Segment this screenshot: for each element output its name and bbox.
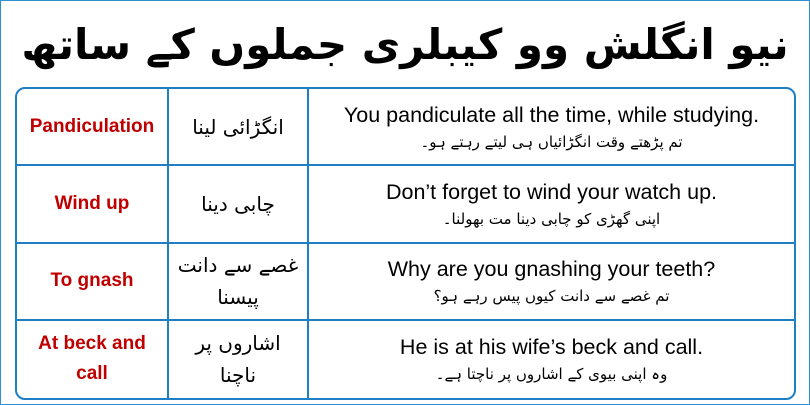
english-word: At beck and call [17, 321, 169, 398]
urdu-meaning: غصے سے دانت پیسنا [169, 244, 309, 319]
english-word: To gnash [17, 244, 169, 319]
urdu-sentence: تم پڑھتے وقت انگڑائیاں ہی لیتے رہتے ہو۔ [420, 132, 683, 151]
vocabulary-table [15, 87, 796, 400]
table-row [17, 89, 794, 166]
example-sentences [309, 89, 794, 164]
table-row [17, 166, 794, 243]
urdu-sentence: تم غصے سے دانت کیوں پیس رہے ہو؟ [433, 287, 670, 306]
english-sentence: Why are you gnashing your teeth? [387, 257, 716, 282]
urdu-sentence: اپنی گھڑی کو چابی دینا مت بھولنا۔ [442, 209, 661, 228]
english-sentence: He is at his wife’s beck and call. [399, 335, 704, 360]
urdu-meaning: اشاروں پر ناچنا [169, 321, 309, 398]
urdu-meaning: چابی دینا [169, 166, 309, 241]
urdu-meaning: انگڑائی لینا [169, 89, 309, 164]
example-sentences [309, 166, 794, 241]
table-row [17, 321, 794, 398]
urdu-sentence: وہ اپنی بیوی کے اشاروں پر ناچتا ہے۔ [435, 365, 668, 384]
example-sentences [309, 321, 794, 398]
english-word: Wind up [17, 166, 169, 241]
page-title: نیو انگلش وو کیبلری جملوں کے ساتھ [21, 19, 789, 69]
example-sentences [309, 244, 794, 319]
table-row [17, 244, 794, 321]
english-sentence: You pandiculate all the time, while studying. [343, 102, 760, 127]
english-word: Pandiculation [17, 89, 169, 164]
english-sentence: Don’t forget to wind your watch up. [385, 179, 718, 204]
